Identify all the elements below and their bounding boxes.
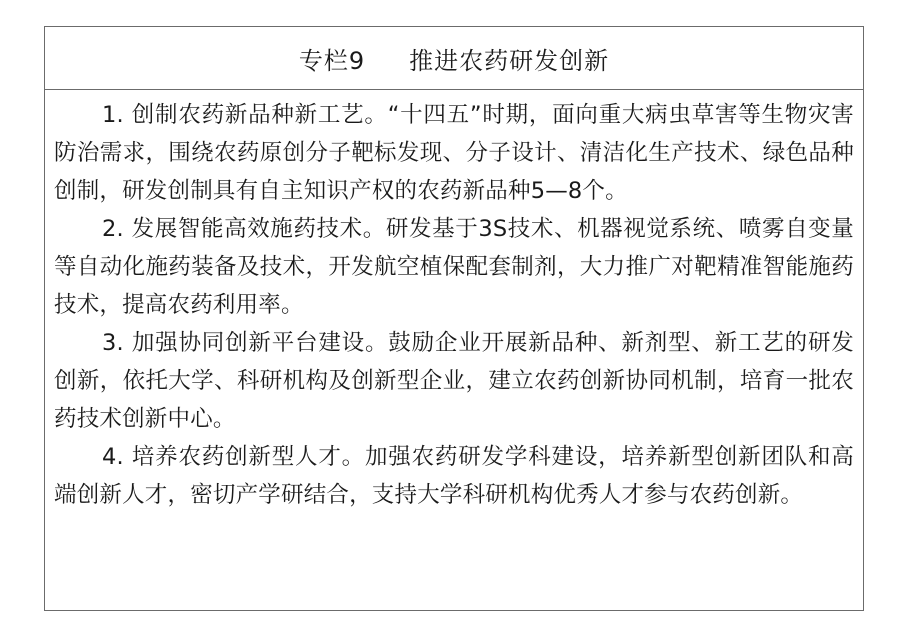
paragraph-2: 2. 发展智能高效施药技术。研发基于3S技术、机器视觉系统、喷雾自变量等自动化施药装备及技术，开发航空植保配套制剂，大力推广对靶精准智能施药技术，提高农药利用率。 [54,216,854,318]
paragraph-3: 3. 加强协同创新平台建设。鼓励企业开展新品种、新剂型、新工艺的研发创新，依托大学、科研机构及创新型企业，建立农药创新协同机制，培育一批农药技术创新中心。 [54,330,854,432]
paragraph-4: 4. 培养农药创新型人才。加强农药研发学科建设，培养新型创新团队和高端创新人才，密切产学研结合，支持大学科研机构优秀人才参与农药创新。 [54,444,854,508]
column-body [45,90,863,514]
column-box [44,26,864,611]
column-label: 专栏9 [298,46,366,75]
column-title: 推进农药研发创新 [409,46,610,75]
column-header [45,27,863,90]
paragraph-1: 1. 创制农药新品种新工艺。“十四五”时期，面向重大病虫草害等生物灾害防治需求，围绕农药原创分子靶标发现、分子设计、清洁化生产技术、绿色品种创制，研发创制具有自主知识产权的农药新品种5—8个。 [54,102,854,204]
